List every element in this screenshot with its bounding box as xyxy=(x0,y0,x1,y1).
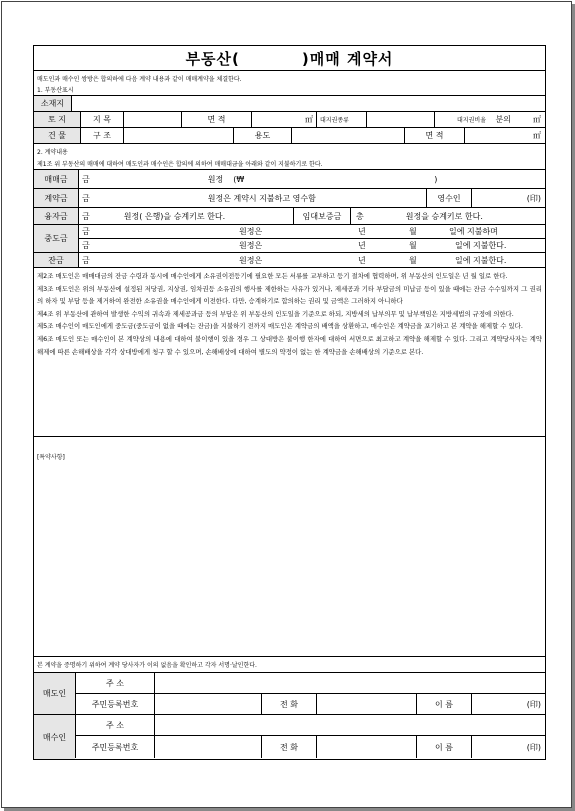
land-row xyxy=(34,112,545,128)
section1-heading: 1. 부동산표시 xyxy=(37,87,74,94)
land-area-label: 면 적 xyxy=(181,112,251,127)
land-right-type-label: 대지권종류 xyxy=(316,112,366,127)
clause-6: 제6조 매도인 또는 매수인이 본 계약상의 내용에 대하여 불이행이 있을 경우 그 상대방은 불이행 한자에 대하여 서면으로 최고하고 계약을 해제할 수 있다. 그리고 계약당사자는 계약해제에 따른 손해배상을 각각 상대방에게 청구 할 수 있으며, 손해배상에 대하여 별도의 약정이 없는 한 계약금을 손해배상의 기준으로 본다. xyxy=(37,334,542,356)
buyer-name-field[interactable]: (印) xyxy=(471,736,545,758)
location-row xyxy=(34,96,545,112)
lease-deposit-field[interactable]: 총 원정을 승계키로 한다. xyxy=(350,208,545,224)
seller-label: 매도인 xyxy=(34,673,75,714)
deposit-label: 계약금 xyxy=(34,189,78,207)
contract-document xyxy=(33,45,546,760)
interim-row-2[interactable]: 금 원정은 년 월 일에 지불한다. xyxy=(78,239,545,252)
seller-phone-label: 전 화 xyxy=(261,694,316,714)
land-category-label: 지 목 xyxy=(80,112,123,127)
price-row xyxy=(34,170,545,189)
receiver-label: 영수인 xyxy=(426,189,471,207)
seller-name-field[interactable]: (印) xyxy=(471,694,545,714)
lease-deposit-label: 임대보증금 xyxy=(293,208,350,224)
building-row xyxy=(34,128,545,144)
price-label: 매매금 xyxy=(34,170,78,188)
structure-field[interactable] xyxy=(123,128,233,143)
location-field[interactable] xyxy=(71,96,545,111)
building-label: 건 물 xyxy=(34,128,80,143)
land-right-ratio-field[interactable]: 분의 ㎡ xyxy=(495,115,541,124)
land-right-type-field[interactable] xyxy=(366,112,434,127)
seller-address-field[interactable] xyxy=(154,673,545,693)
buyer-address-field[interactable] xyxy=(154,715,545,735)
buyer-id-row xyxy=(75,736,545,758)
buyer-id-field[interactable] xyxy=(154,736,261,758)
clause-5: 제5조 매수인이 매도인에게 중도금(중도금이 없을 때에는 잔금)을 지불하기 전까지 매도인은 계약금의 배액을 상환하고, 매수인은 계약금을 포기하고 본 계약을 해제할 수 있다. xyxy=(37,322,523,331)
special-terms-label: [특약사항] xyxy=(37,454,65,461)
clauses-text xyxy=(37,270,542,358)
buyer-block xyxy=(34,715,545,759)
seller-address-row xyxy=(75,673,545,694)
loan-label: 융자금 xyxy=(34,208,78,224)
loan-field[interactable]: 금 원정( 은행)을 승계키로 한다. xyxy=(78,208,293,224)
buyer-phone-field[interactable] xyxy=(316,736,416,758)
title-row xyxy=(34,46,545,71)
balance-row xyxy=(34,253,545,268)
buyer-id-label: 주민등록번호 xyxy=(91,742,139,752)
receiver-field[interactable]: (印) xyxy=(471,189,545,207)
use-field[interactable] xyxy=(291,128,404,143)
seller-name-label: 이 름 xyxy=(416,694,471,714)
clause-2: 제2조 매도인은 매매대금의 잔금 수령과 동시에 매수인에게 소유권이전등기에 필요한 모든 서류를 교부하고 등기 절차에 협력하며, 위 부동산의 인도일은 년 월 일로 한다. xyxy=(37,272,508,280)
price-field[interactable]: 금 원정 (₩ ) xyxy=(78,170,545,188)
seller-block xyxy=(34,673,545,715)
section2-row xyxy=(34,144,545,170)
intro-text: 매도인과 매수인 쌍방은 합의하에 다음 계약 내용과 같이 매매계약을 체결한다. xyxy=(37,76,242,83)
buyer-label: 매수인 xyxy=(34,715,75,759)
article1-text: 제1조 위 부동산의 매매에 대하여 매도인과 매수인은 합의에 의하여 매매대금을 아래와 같이 지불하기로 한다. xyxy=(37,161,323,168)
buyer-address-row xyxy=(75,715,545,736)
deposit-row xyxy=(34,189,545,208)
balance-field[interactable]: 금 원정은 년 월 일에 지불한다. xyxy=(78,253,545,267)
buyer-address-label: 주 소 xyxy=(106,720,124,730)
location-label: 소재지 xyxy=(34,96,71,111)
special-terms-block[interactable] xyxy=(34,437,545,657)
clauses-block xyxy=(34,268,545,437)
section2-heading: 2. 계약내용 xyxy=(37,149,68,156)
interim-block xyxy=(34,225,545,253)
closing-row xyxy=(34,657,545,673)
land-right-ratio-label: 대지권비율 xyxy=(434,112,489,127)
interim-row-1[interactable]: 금 원정은 년 월 일에 지불하며 xyxy=(78,225,545,239)
buyer-name-label: 이 름 xyxy=(416,736,471,758)
seller-id-field[interactable] xyxy=(154,694,261,714)
building-area-label: 면 적 xyxy=(404,128,464,143)
intro-row xyxy=(34,71,545,96)
land-area-field[interactable]: ㎡ xyxy=(251,112,316,127)
seller-id-row xyxy=(75,694,545,714)
land-label: 토 지 xyxy=(34,112,80,127)
closing-text: 본 계약을 증명하기 위하여 계약 당사자가 이의 없음을 확인하고 각자 서명·날인한다. xyxy=(37,662,257,669)
use-label: 용도 xyxy=(233,128,291,143)
loan-row xyxy=(34,208,545,225)
seller-id-label: 주민등록번호 xyxy=(91,699,139,709)
building-area-field[interactable]: ㎡ xyxy=(464,128,545,143)
clause-4: 제4조 위 부동산에 관하여 발생한 수익의 귀속과 제세공과금 등의 부담은 위 부동산의 인도일을 기준으로 하되, 지방세의 납부의무 및 납부책임은 지방세법의 규정에 의한다. xyxy=(37,309,514,318)
structure-label: 구 조 xyxy=(80,128,123,143)
interim-label: 중도금 xyxy=(34,225,78,252)
buyer-phone-label: 전 화 xyxy=(261,736,316,758)
deposit-field[interactable]: 금 원정은 계약시 지불하고 영수함 xyxy=(78,189,426,207)
seller-phone-field[interactable] xyxy=(316,694,416,714)
clause-3: 제3조 매도인은 위의 부동산에 설정된 저당권, 지상권, 임차권등 소유권의 행사를 제한하는 사유가 있거나, 제세공과 기타 부담금의 미납금 등이 있을 때에는 잔금 수수일까지 그 권리의 하자 및 부담 등을 제거하여 완전한 소유권을 매수인에게 이전한다. 다만, 승계하기로 합의하는 권리 및 금액은 그러하지 아니하다 xyxy=(37,284,542,306)
land-category-field[interactable] xyxy=(123,112,181,127)
page-title: 부동산( )매매 계약서 xyxy=(185,49,394,68)
seller-address-label: 주 소 xyxy=(106,678,124,688)
balance-label: 잔금 xyxy=(34,253,78,267)
